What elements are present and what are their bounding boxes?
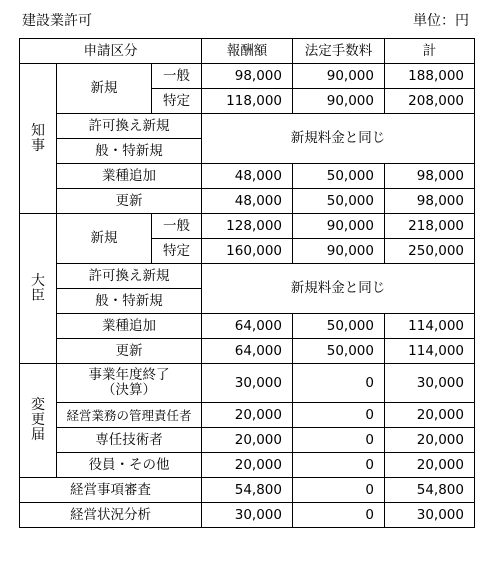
henko-keiei-fee: 20,000 [202,403,293,428]
table-row [20,453,475,478]
henko-sennin-label: 専任技術者 [57,428,202,453]
daijin-tokutei-label: 特定 [152,239,202,264]
keishin-fee: 54,800 [202,478,293,503]
daijin-tokutei-fee: 160,000 [202,239,293,264]
chiji-tokutei-fee: 118,000 [202,89,293,114]
keishin-label: 経営事項審査 [20,478,202,503]
daijin-shinki-label: 新規 [57,214,152,264]
henko-kessan-total: 30,000 [385,364,475,403]
chiji-gyoshu-total: 98,000 [385,164,475,189]
henko-yakuin-legal: 0 [293,453,385,478]
chiji-ippan-label: 一般 [152,64,202,89]
daijin-label: 大 臣 [20,214,57,364]
table-row [20,114,475,139]
chiji-koshin-fee: 48,000 [202,189,293,214]
henko-kessan-label: 事業年度終了 （決算） [57,364,202,403]
keishin-total: 54,800 [385,478,475,503]
chiji-ippan-fee: 98,000 [202,64,293,89]
unit-label: 単位：円 [413,13,469,29]
category-header: 申請区分 [20,39,202,64]
daijin-koshin-legal: 50,000 [293,339,385,364]
bunseki-legal: 0 [293,503,385,528]
chiji-tokutei-legal: 90,000 [293,89,385,114]
table-row [20,403,475,428]
bunseki-fee: 30,000 [202,503,293,528]
henko-keiei-total: 20,000 [385,403,475,428]
chiji-same-as-new: 新規料金と同じ [202,114,475,164]
chiji-gyoshu-legal: 50,000 [293,164,385,189]
henko-yakuin-label: 役員・その他 [57,453,202,478]
chiji-koshin-legal: 50,000 [293,189,385,214]
bunseki-total: 30,000 [385,503,475,528]
legal-fee-header: 法定手数料 [293,39,385,64]
daijin-gyoshu-total: 114,000 [385,314,475,339]
daijin-ippan-label: 一般 [152,214,202,239]
total-header: 計 [385,39,475,64]
daijin-koshin-label: 更新 [57,339,202,364]
table-row [20,478,475,503]
table-row [20,214,475,239]
keishin-legal: 0 [293,478,385,503]
chiji-koshin-total: 98,000 [385,189,475,214]
daijin-ippan-fee: 128,000 [202,214,293,239]
chiji-ippan-total: 188,000 [385,64,475,89]
bunseki-label: 経営状況分析 [20,503,202,528]
table-row [20,164,475,189]
chiji-koshin-label: 更新 [57,189,202,214]
chiji-tokutei-total: 208,000 [385,89,475,114]
henko-kessan-fee: 30,000 [202,364,293,403]
document-title: 建設業許可 [22,13,92,29]
daijin-same-as-new: 新規料金と同じ [202,264,475,314]
henko-sennin-legal: 0 [293,428,385,453]
daijin-tokutei-total: 250,000 [385,239,475,264]
table-row [20,364,475,403]
daijin-gyoshu-legal: 50,000 [293,314,385,339]
header-row [20,39,475,64]
chiji-shinki-label: 新規 [57,64,152,114]
chiji-tokutei-label: 特定 [152,89,202,114]
henko-kessan-legal: 0 [293,364,385,403]
table-row [20,339,475,364]
henko-sennin-total: 20,000 [385,428,475,453]
table-row [20,64,475,89]
chiji-kyoka-label: 許可換え新規 [57,114,202,139]
henko-yakuin-total: 20,000 [385,453,475,478]
chiji-gyoshu-label: 業種追加 [57,164,202,189]
henko-keiei-legal: 0 [293,403,385,428]
chiji-gyoshu-fee: 48,000 [202,164,293,189]
daijin-ippan-legal: 90,000 [293,214,385,239]
daijin-koshin-fee: 64,000 [202,339,293,364]
daijin-gyoshu-label: 業種追加 [57,314,202,339]
fee-table [19,38,475,528]
daijin-kyoka-label: 許可換え新規 [57,264,202,289]
daijin-hantoku-label: 般・特新規 [57,289,202,314]
henko-yakuin-fee: 20,000 [202,453,293,478]
henko-label: 変 更 届 [20,364,57,478]
daijin-koshin-total: 114,000 [385,339,475,364]
fee-header: 報酬額 [202,39,293,64]
chiji-ippan-legal: 90,000 [293,64,385,89]
henko-keiei-label: 経営業務の管理責任者 [57,403,202,428]
henko-sennin-fee: 20,000 [202,428,293,453]
table-row [20,314,475,339]
table-row [20,503,475,528]
daijin-gyoshu-fee: 64,000 [202,314,293,339]
table-row [20,189,475,214]
chiji-label: 知 事 [20,64,57,214]
daijin-tokutei-legal: 90,000 [293,239,385,264]
daijin-ippan-total: 218,000 [385,214,475,239]
table-row [20,428,475,453]
chiji-hantoku-label: 般・特新規 [57,139,202,164]
table-row [20,264,475,289]
